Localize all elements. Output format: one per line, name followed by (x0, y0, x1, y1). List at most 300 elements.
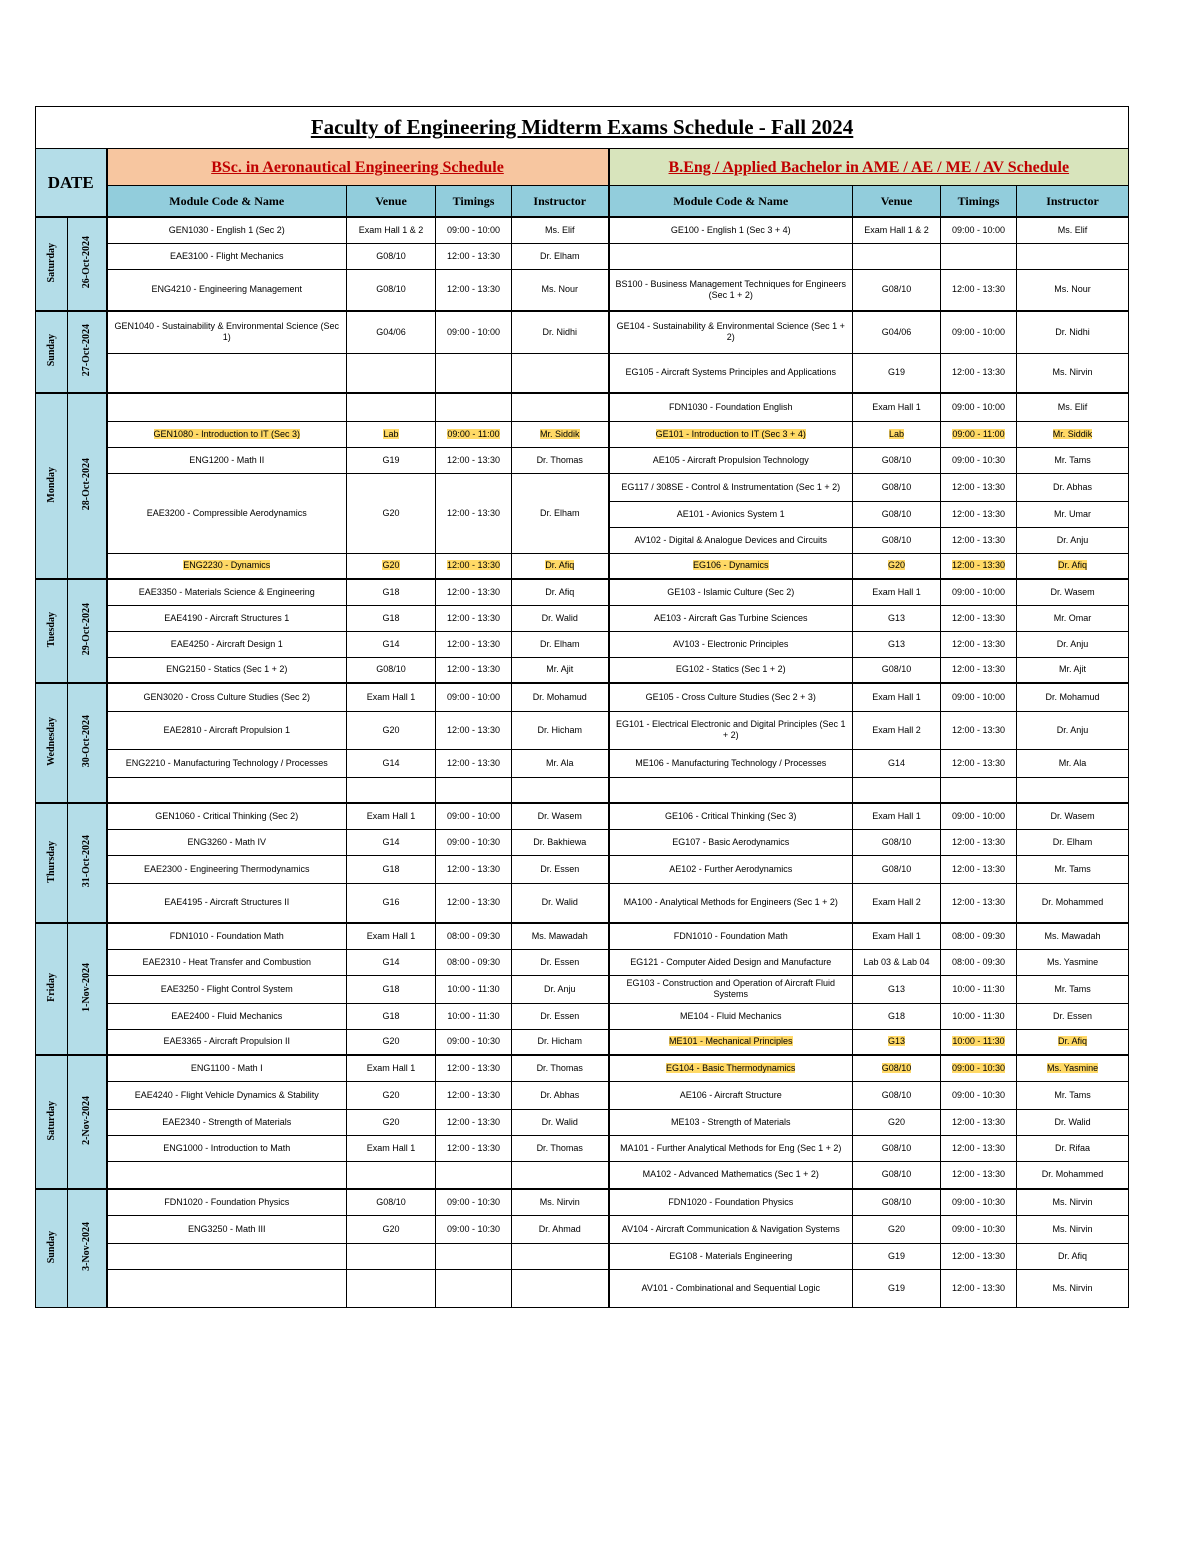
beng-module: ME101 - Mechanical Principles (668, 1036, 793, 1047)
bsc-timings: 09:00 - 10:30 (446, 836, 501, 847)
cell-b-module (609, 1029, 853, 1055)
bsc-timings: 12:00 - 13:30 (446, 1142, 501, 1153)
bsc-module: ENG1100 - Math I (190, 1062, 263, 1073)
beng-module: EG104 - Basic Thermodynamics (666, 1062, 796, 1073)
day-name: Sunday (46, 1230, 57, 1263)
cell-b-instructor (1017, 683, 1129, 711)
table-row (36, 353, 1129, 393)
bsc-venue: G20 (382, 1089, 400, 1100)
cell-a-instructor (512, 829, 609, 855)
cell-b-module (609, 393, 853, 421)
beng-instructor: Dr. Anju (1056, 724, 1089, 735)
cell-b-venue (853, 975, 941, 1003)
beng-module: EG101 - Electrical Electronic and Digital Principles (Sec 1 + 2) (615, 719, 846, 740)
cell-b-module (609, 1161, 853, 1189)
table-row (36, 777, 1129, 803)
beng-module: AV101 - Combinational and Sequential Logic (641, 1282, 820, 1293)
table-row (36, 829, 1129, 855)
beng-venue: G08/10 (881, 284, 912, 295)
cell-a-timings (436, 1135, 512, 1161)
cell-a-module (107, 1081, 347, 1109)
beng-venue: G20 (887, 1223, 905, 1234)
bsc-timings: 08:00 - 09:30 (446, 930, 501, 941)
cell-a-venue (347, 803, 436, 829)
bsc-venue: Exam Hall 1 (366, 1062, 416, 1073)
table-row (36, 579, 1129, 605)
table-row (36, 1109, 1129, 1135)
beng-venue: G08/10 (881, 454, 912, 465)
cell-a-module (107, 829, 347, 855)
cell-a-timings (436, 803, 512, 829)
cell-a-venue (347, 579, 436, 605)
beng-timings: 09:00 - 10:30 (951, 1223, 1006, 1234)
bsc-venue: G20 (382, 507, 400, 518)
cell-b-timings (941, 777, 1017, 803)
beng-timings: 12:00 - 13:30 (951, 481, 1006, 492)
cell-a-timings (436, 749, 512, 777)
exam-schedule-sheet (35, 106, 1128, 1308)
table-row (36, 1055, 1129, 1081)
cell-b-instructor (1017, 527, 1129, 553)
cell-b-module (609, 749, 853, 777)
cell-a-module (107, 711, 347, 749)
table-row (36, 923, 1129, 949)
beng-instructor: Dr. Walid (1054, 1116, 1091, 1127)
cell-a-venue (347, 421, 436, 447)
bsc-module: GEN3020 - Cross Culture Studies (Sec 2) (143, 691, 311, 702)
cell-b-module (609, 421, 853, 447)
cell-b-timings (941, 579, 1017, 605)
beng-timings: 12:00 - 13:30 (951, 1142, 1006, 1153)
bsc-timings: 10:00 - 11:30 (447, 1010, 500, 1021)
cell-b-module (609, 605, 853, 631)
cell-a-timings (436, 777, 512, 803)
beng-venue: Exam Hall 1 (872, 930, 921, 941)
cell-b-instructor (1017, 269, 1129, 311)
beng-instructor: Dr. Anju (1056, 534, 1089, 545)
cell-a-timings (436, 553, 512, 579)
cell-b-instructor (1017, 217, 1129, 243)
day-name-cell (36, 1189, 68, 1307)
beng-module: ME104 - Fluid Mechanics (679, 1010, 782, 1021)
bsc-module: ENG2230 - Dynamics (183, 560, 271, 571)
cell-b-instructor (1017, 1243, 1129, 1269)
cell-a-module (107, 393, 347, 421)
cell-a-instructor (512, 949, 609, 975)
bsc-module: EAE2400 - Fluid Mechanics (171, 1010, 283, 1021)
beng-timings: 12:00 - 13:30 (951, 1250, 1006, 1261)
beng-timings: 12:00 - 13:30 (951, 897, 1006, 908)
cell-a-venue (347, 683, 436, 711)
bsc-instructor: Dr. Hicham (537, 1036, 582, 1047)
cell-b-instructor (1017, 1189, 1129, 1215)
beng-module: EG105 - Aircraft Systems Principles and Applications (625, 367, 837, 378)
cell-a-module (107, 631, 347, 657)
beng-module: ME103 - Strength of Materials (670, 1116, 791, 1127)
cell-a-venue (347, 711, 436, 749)
table-row (36, 683, 1129, 711)
bsc-timings: 08:00 - 09:30 (446, 956, 501, 967)
cell-b-timings (941, 1055, 1017, 1081)
cell-b-instructor (1017, 501, 1129, 527)
day-date-cell (68, 579, 107, 683)
cell-a-timings (436, 353, 512, 393)
beng-instructor: Mr. Tams (1054, 863, 1091, 874)
bsc-module: GEN1030 - English 1 (Sec 2) (168, 224, 285, 235)
cell-b-module (609, 855, 853, 883)
cell-b-instructor (1017, 883, 1129, 923)
bsc-instructor: Dr. Essen (540, 863, 580, 874)
bsc-instructor: Dr. Elham (539, 638, 580, 649)
beng-timings: 09:00 - 10:00 (951, 691, 1006, 702)
beng-timings: 09:00 - 10:30 (951, 1089, 1006, 1100)
beng-venue: G08/10 (881, 508, 912, 519)
bsc-instructor: Dr. Wasem (537, 810, 582, 821)
bsc-module: EAE2340 - Strength of Materials (162, 1116, 292, 1127)
beng-venue: G08/10 (881, 1142, 912, 1153)
cell-b-timings (941, 1109, 1017, 1135)
cell-a-instructor (512, 683, 609, 711)
bsc-instructor: Dr. Afiq (545, 560, 575, 571)
cell-a-venue (347, 1081, 436, 1109)
table-row (36, 1081, 1129, 1109)
bsc-venue: G18 (382, 612, 400, 623)
bsc-module: GEN1080 - Introduction to IT (Sec 3) (153, 428, 300, 439)
bsc-venue: G18 (382, 863, 400, 874)
beng-module: AE103 - Aircraft Gas Turbine Sciences (653, 612, 808, 623)
cell-b-instructor (1017, 855, 1129, 883)
bsc-module: ENG1000 - Introduction to Math (163, 1142, 291, 1153)
cell-b-venue (853, 1029, 941, 1055)
beng-module: EG102 - Statics (Sec 1 + 2) (675, 664, 786, 675)
cell-b-venue (853, 631, 941, 657)
cell-b-venue (853, 447, 941, 473)
cell-a-instructor (512, 749, 609, 777)
cell-a-instructor (512, 473, 609, 553)
bsc-timings: 09:00 - 10:30 (446, 1196, 501, 1207)
bsc-instructor: Dr. Elham (539, 507, 580, 518)
cell-a-instructor (512, 1161, 609, 1189)
bsc-module: ENG2210 - Manufacturing Technology / Processes (125, 757, 328, 768)
beng-module: FDN1030 - Foundation English (668, 401, 793, 412)
bsc-instructor: Dr. Walid (541, 1116, 578, 1127)
beng-module: AV104 - Aircraft Communication & Navigation Systems (621, 1223, 840, 1234)
cell-b-timings (941, 393, 1017, 421)
cell-b-instructor (1017, 975, 1129, 1003)
cell-a-venue (347, 631, 436, 657)
cell-b-module (609, 217, 853, 243)
cell-b-timings (941, 803, 1017, 829)
day-date: 30-Oct-2024 (81, 715, 93, 768)
beng-instructor: Mr. Ajit (1059, 664, 1087, 675)
cell-b-instructor (1017, 949, 1129, 975)
cell-a-timings (436, 1243, 512, 1269)
beng-module: EG121 - Computer Aided Design and Manufacture (630, 956, 832, 967)
beng-venue: G19 (887, 1250, 905, 1261)
cell-a-instructor (512, 711, 609, 749)
cell-b-timings (941, 217, 1017, 243)
bsc-module: EAE4250 - Aircraft Design 1 (170, 638, 283, 649)
cell-b-module (609, 1269, 853, 1307)
bsc-timings: 12:00 - 13:30 (446, 284, 501, 295)
beng-venue: Exam Hall 1 & 2 (864, 224, 929, 235)
cell-b-module (609, 923, 853, 949)
cell-b-venue (853, 855, 941, 883)
day-date: 27-Oct-2024 (81, 324, 93, 377)
beng-venue: G19 (887, 367, 905, 378)
beng-module: AE106 - Aircraft Structure (679, 1089, 782, 1100)
cell-b-venue (853, 421, 941, 447)
cell-a-timings (436, 1269, 512, 1307)
beng-venue: G08/10 (881, 1169, 912, 1180)
cell-a-venue (347, 657, 436, 683)
cell-a-timings (436, 1215, 512, 1243)
bsc-timings: 09:00 - 11:00 (447, 428, 500, 439)
cell-a-instructor (512, 923, 609, 949)
cell-b-venue (853, 657, 941, 683)
beng-timings: 12:00 - 13:30 (951, 664, 1006, 675)
beng-timings: 12:00 - 13:30 (951, 863, 1006, 874)
cell-b-instructor (1017, 1081, 1129, 1109)
beng-timings: 12:00 - 13:30 (951, 1169, 1006, 1180)
bsc-venue: G14 (382, 836, 400, 847)
cell-a-venue (347, 353, 436, 393)
cell-b-timings (941, 657, 1017, 683)
cell-b-instructor (1017, 447, 1129, 473)
bsc-module: ENG3260 - Math IV (187, 836, 267, 847)
cell-b-venue (853, 1161, 941, 1189)
cell-a-instructor (512, 1109, 609, 1135)
cell-b-module (609, 447, 853, 473)
cell-b-module (609, 501, 853, 527)
cell-a-module (107, 605, 347, 631)
cell-a-instructor (512, 1135, 609, 1161)
beng-timings: 12:00 - 13:30 (951, 1116, 1006, 1127)
cell-b-instructor (1017, 1215, 1129, 1243)
cell-a-module (107, 243, 347, 269)
cell-b-venue (853, 749, 941, 777)
bsc-instructor: Ms. Nirvin (539, 1196, 580, 1207)
cell-b-instructor (1017, 243, 1129, 269)
beng-instructor: Mr. Umar (1054, 508, 1092, 519)
cell-b-venue (853, 1109, 941, 1135)
bsc-instructor: Dr. Ahmad (538, 1223, 581, 1234)
beng-instructor: Dr. Mohamud (1045, 691, 1100, 702)
cell-a-instructor (512, 553, 609, 579)
cell-a-timings (436, 1189, 512, 1215)
cell-a-module (107, 269, 347, 311)
beng-instructor: Dr. Mohammed (1041, 1169, 1104, 1180)
cell-a-timings (436, 1081, 512, 1109)
cell-a-module (107, 1135, 347, 1161)
bsc-instructor: Dr. Bakhiewa (533, 836, 587, 847)
cell-a-venue (347, 975, 436, 1003)
beng-timings: 12:00 - 13:30 (951, 534, 1006, 545)
cell-a-venue (347, 243, 436, 269)
cell-a-venue (347, 829, 436, 855)
day-date: 28-Oct-2024 (81, 458, 93, 511)
bsc-module: EAE2810 - Aircraft Propulsion 1 (163, 724, 291, 735)
cell-a-module (107, 683, 347, 711)
beng-module: FDN1010 - Foundation Math (673, 930, 788, 941)
beng-instructor: Ms. Nour (1054, 284, 1091, 295)
cell-a-timings (436, 243, 512, 269)
beng-instructor: Ms. Elif (1057, 224, 1088, 235)
bsc-timings: 09:00 - 10:00 (446, 691, 501, 702)
cell-a-venue (347, 447, 436, 473)
cell-b-module (609, 353, 853, 393)
cell-a-venue (347, 1003, 436, 1029)
beng-instructor: Dr. Elham (1052, 836, 1093, 847)
cell-b-module (609, 829, 853, 855)
cell-b-timings (941, 683, 1017, 711)
beng-module: AV103 - Electronic Principles (673, 638, 789, 649)
beng-timings: 09:00 - 11:00 (952, 428, 1005, 439)
cell-b-instructor (1017, 829, 1129, 855)
day-date-cell (68, 311, 107, 393)
cell-a-venue (347, 1055, 436, 1081)
cell-a-instructor (512, 975, 609, 1003)
bsc-venue: G20 (382, 1036, 400, 1047)
cell-b-instructor (1017, 1135, 1129, 1161)
beng-venue: G20 (887, 560, 905, 571)
cell-b-venue (853, 777, 941, 803)
cell-b-module (609, 269, 853, 311)
page-title: Faculty of Engineering Midterm Exams Schedule - Fall 2024 (36, 107, 1129, 149)
day-name-cell (36, 923, 68, 1055)
cell-a-timings (436, 631, 512, 657)
cell-a-timings (436, 579, 512, 605)
day-date-cell (68, 1055, 107, 1189)
beng-venue: G08/10 (881, 1089, 912, 1100)
cell-a-venue (347, 217, 436, 243)
beng-timings: 10:00 - 11:30 (952, 1010, 1005, 1021)
cell-a-timings (436, 683, 512, 711)
day-name: Wednesday (46, 717, 57, 766)
cell-b-instructor (1017, 605, 1129, 631)
beng-module: EG106 - Dynamics (692, 560, 769, 571)
section-a-header: BSc. in Aeronautical Engineering Schedule (107, 149, 609, 186)
cell-b-instructor (1017, 553, 1129, 579)
cell-b-venue (853, 1243, 941, 1269)
cell-b-instructor (1017, 1029, 1129, 1055)
bsc-venue: Exam Hall 1 (366, 1142, 416, 1153)
cell-b-timings (941, 269, 1017, 311)
cell-b-instructor (1017, 777, 1129, 803)
beng-venue: G08/10 (881, 836, 912, 847)
bsc-instructor: Mr. Ala (545, 757, 574, 768)
beng-module: EG107 - Basic Aerodynamics (672, 836, 790, 847)
day-name: Monday (46, 466, 57, 503)
bsc-venue: G20 (382, 724, 400, 735)
cell-b-timings (941, 311, 1017, 353)
bsc-timings: 09:00 - 10:30 (446, 1223, 501, 1234)
bsc-module: GEN1060 - Critical Thinking (Sec 2) (155, 810, 299, 821)
day-date: 3-Nov-2024 (81, 1222, 93, 1272)
cell-b-venue (853, 1189, 941, 1215)
col-header-timings-a: Timings (436, 186, 512, 218)
table-row (36, 473, 1129, 501)
beng-instructor: Dr. Rifaa (1055, 1142, 1091, 1153)
cell-b-module (609, 883, 853, 923)
bsc-venue: Exam Hall 1 (366, 691, 416, 702)
day-name-cell (36, 311, 68, 393)
cell-a-venue (347, 1215, 436, 1243)
bsc-instructor: Dr. Anju (543, 983, 576, 994)
day-date-cell (68, 683, 107, 803)
cell-b-timings (941, 1081, 1017, 1109)
bsc-venue: G08/10 (376, 1196, 406, 1207)
beng-venue: G08/10 (881, 481, 912, 492)
bsc-instructor: Ms. Mawadah (531, 930, 588, 941)
cell-b-module (609, 579, 853, 605)
beng-instructor: Mr. Tams (1054, 454, 1091, 465)
cell-b-timings (941, 1003, 1017, 1029)
beng-venue: G18 (887, 1010, 905, 1021)
bsc-module: FDN1020 - Foundation Physics (164, 1196, 290, 1207)
day-date-cell (68, 803, 107, 923)
cell-b-instructor (1017, 803, 1129, 829)
beng-module: GE100 - English 1 (Sec 3 + 4) (670, 224, 791, 235)
cell-a-module (107, 777, 347, 803)
col-header-module-b: Module Code & Name (609, 186, 853, 218)
cell-b-instructor (1017, 421, 1129, 447)
cell-a-instructor (512, 393, 609, 421)
day-name-cell (36, 803, 68, 923)
cell-b-timings (941, 1269, 1017, 1307)
cell-b-venue (853, 923, 941, 949)
table-row (36, 749, 1129, 777)
beng-timings: 12:00 - 13:30 (951, 836, 1006, 847)
bsc-venue: G16 (382, 897, 400, 908)
cell-a-venue (347, 749, 436, 777)
cell-a-instructor (512, 1055, 609, 1081)
cell-a-timings (436, 829, 512, 855)
beng-instructor: Ms. Mawadah (1044, 930, 1101, 941)
cell-a-venue (347, 605, 436, 631)
day-date: 26-Oct-2024 (81, 236, 93, 289)
cell-b-module (609, 803, 853, 829)
bsc-venue: G18 (382, 1010, 400, 1021)
table-row (36, 1135, 1129, 1161)
day-date: 2-Nov-2024 (81, 1096, 93, 1145)
cell-a-module (107, 1215, 347, 1243)
cell-b-module (609, 553, 853, 579)
beng-timings: 12:00 - 13:30 (951, 1282, 1006, 1293)
cell-b-module (609, 1215, 853, 1243)
bsc-venue: Exam Hall 1 & 2 (358, 224, 424, 235)
bsc-module: EAE4195 - Aircraft Structures II (164, 897, 290, 908)
beng-timings: 12:00 - 13:30 (951, 508, 1006, 519)
cell-b-module (609, 243, 853, 269)
bsc-timings: 09:00 - 10:00 (446, 224, 501, 235)
beng-module: GE104 - Sustainability & Environmental Science (Sec 1 + 2) (616, 321, 845, 343)
beng-instructor: Mr. Tams (1054, 1089, 1091, 1100)
bsc-timings: 12:00 - 13:30 (446, 1062, 501, 1073)
beng-module: MA102 - Advanced Mathematics (Sec 1 + 2) (642, 1169, 819, 1180)
cell-b-instructor (1017, 657, 1129, 683)
bsc-module: EAE3200 - Compressible Aerodynamics (146, 507, 307, 518)
cell-a-timings (436, 1109, 512, 1135)
beng-timings: 12:00 - 13:30 (951, 560, 1006, 571)
beng-venue: G08/10 (881, 863, 912, 874)
beng-timings: 12:00 - 13:30 (951, 638, 1006, 649)
beng-instructor: Ms. Nirvin (1052, 1223, 1093, 1234)
day-name-cell (36, 683, 68, 803)
bsc-instructor: Dr. Essen (540, 956, 580, 967)
cell-a-module (107, 657, 347, 683)
cell-b-timings (941, 1029, 1017, 1055)
